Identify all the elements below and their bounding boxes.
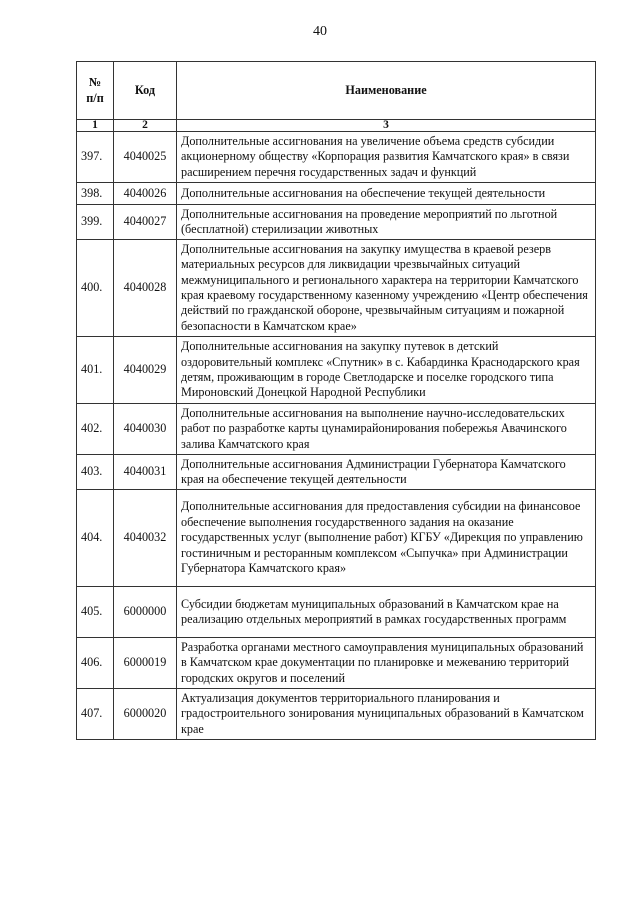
table-row	[77, 132, 596, 183]
header-name: Наименование	[177, 62, 596, 120]
row-code: 4040029	[114, 337, 177, 404]
column-index-3: 3	[177, 120, 596, 132]
table-row	[77, 689, 596, 740]
table-row	[77, 404, 596, 455]
header-number-label: № п/п	[86, 75, 104, 105]
row-name: Дополнительные ассигнования Администрации Губернатора Камчатского края на обеспечение текущей деятельности	[177, 455, 596, 490]
row-code: 4040027	[114, 205, 177, 240]
row-number: 397.	[77, 132, 114, 183]
column-index-1: 1	[77, 120, 114, 132]
table-row	[77, 587, 596, 638]
row-code: 6000000	[114, 587, 177, 638]
row-number: 398.	[77, 183, 114, 205]
column-index-row	[77, 120, 596, 132]
codes-table	[76, 61, 596, 740]
row-number: 407.	[77, 689, 114, 740]
table-row	[77, 455, 596, 490]
column-index-2: 2	[114, 120, 177, 132]
table-row	[77, 240, 596, 337]
table-header-row	[77, 62, 596, 120]
row-code: 4040031	[114, 455, 177, 490]
header-code: Код	[114, 62, 177, 120]
table-row	[77, 337, 596, 404]
header-number	[77, 62, 114, 120]
row-number: 401.	[77, 337, 114, 404]
row-code: 4040030	[114, 404, 177, 455]
page-number: 40	[313, 24, 327, 39]
row-name: Дополнительные ассигнования на увеличение объема средств субсидии акционерному обществу «Корпорация развития Камчатского края» в связи расширением перечня государственных задач и функций	[177, 132, 596, 183]
row-name: Актуализация документов территориального планирования и градостроительного зонирования муниципальных образований в Камчатском крае	[177, 689, 596, 740]
row-number: 406.	[77, 638, 114, 689]
table-row	[77, 490, 596, 587]
row-code: 4040032	[114, 490, 177, 587]
row-name: Дополнительные ассигнования для предоставления субсидии на финансовое обеспечение выполнения государственного задания на оказание государственных услуг (выполнение работ) КГБУ «Дирекция по управлению гостиничным и ресторанным комплексом «Сыпучка» при Администрации Губернатора Камчатского края»	[177, 490, 596, 587]
row-number: 400.	[77, 240, 114, 337]
row-code: 6000020	[114, 689, 177, 740]
row-name: Субсидии бюджетам муниципальных образований в Камчатском крае на реализацию отдельных мероприятий в рамках государственных программ	[177, 587, 596, 638]
row-name: Дополнительные ассигнования на выполнение научно-исследовательских работ по разработке карты цунамирайонирования побережья Авачинского залива Камчатского края	[177, 404, 596, 455]
row-name: Дополнительные ассигнования на закупку имущества в краевой резерв материальных ресурсов для ликвидации чрезвычайных ситуаций межмуниципального и регионального характера на территории Камчатского края краевому государственному казенному учреждению «Центр обеспечения действий по гражданской обороне, чрезвычайным ситуациям и пожарной безопасности в Камчатском крае»	[177, 240, 596, 337]
row-number: 402.	[77, 404, 114, 455]
table-row	[77, 205, 596, 240]
row-number: 403.	[77, 455, 114, 490]
row-number: 399.	[77, 205, 114, 240]
row-code: 4040028	[114, 240, 177, 337]
row-name: Дополнительные ассигнования на закупку путевок в детский оздоровительный комплекс «Спутник» в с. Кабардинка Краснодарского края детям, проживающим в городе Светлодарске и поселке городского типа Мироновский Донецкой Народной Республики	[177, 337, 596, 404]
row-code: 4040025	[114, 132, 177, 183]
row-name: Дополнительные ассигнования на проведение мероприятий по льготной (бесплатной) стерилизации животных	[177, 205, 596, 240]
row-name: Дополнительные ассигнования на обеспечение текущей деятельности	[177, 183, 596, 205]
row-code: 6000019	[114, 638, 177, 689]
table-row	[77, 183, 596, 205]
table-row	[77, 638, 596, 689]
row-code: 4040026	[114, 183, 177, 205]
row-name: Разработка органами местного самоуправления муниципальных образований в Камчатском крае документации по планировке и межеванию территорий городских округов и поселений	[177, 638, 596, 689]
row-number: 405.	[77, 587, 114, 638]
row-number: 404.	[77, 490, 114, 587]
